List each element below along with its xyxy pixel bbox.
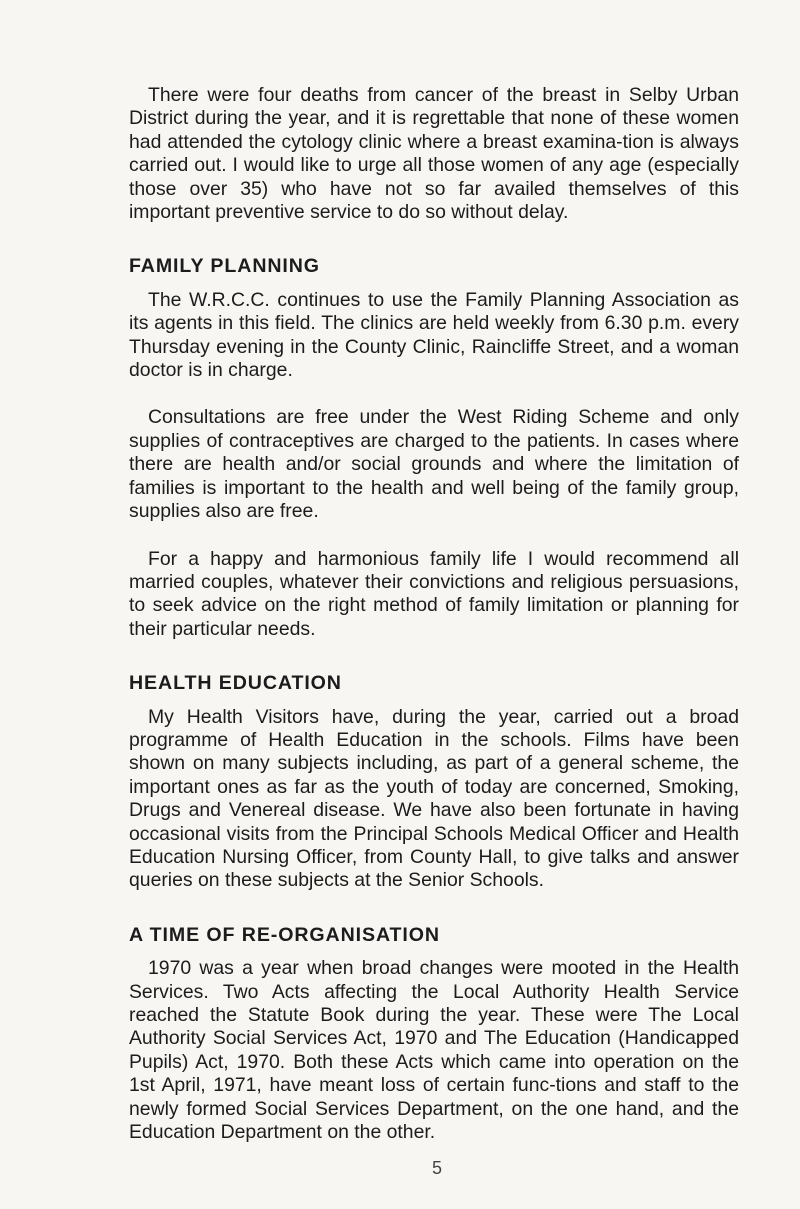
document-page <box>129 84 739 1144</box>
page-number: 5 <box>431 1158 442 1178</box>
family-planning-paragraph-1: The W.R.C.C. continues to use the Family Planning Association as its agents in this field. The clinics are held weekly from 6.30 p.m. every Thursday evening in the County Clinic, Raincliffe Street, and a woman doctor is in charge. <box>129 288 739 382</box>
family-planning-heading: FAMILY PLANNING <box>129 255 320 278</box>
health-education-paragraph: My Health Visitors have, during the year, carried out a broad programme of Health Education in the schools. Films have been shown on many subjects including, as part of a general scheme, the important ones as far as the youth of today are concerned, Smoking, Drugs and Venereal disease. We have also been fortunate in having occasional visits from the Principal Schools Medical Officer and Health Education Nursing Officer, from County Hall, to give talks and answer queries on these subjects at the Senior Schools. <box>129 705 739 892</box>
intro-paragraph: There were four deaths from cancer of the breast in Selby Urban District during the year, and it is regrettable that none of these women had attended the cytology clinic where a breast examina-tion is always carried out. I would like to urge all those women of any age (especially those over 35) who have not so far availed themselves of this important preventive service to do so without delay. <box>129 84 739 224</box>
family-planning-paragraph-2: Consultations are free under the West Riding Scheme and only supplies of contraceptives are charged to the patients. In cases where there are health and/or social grounds and where the limitation of families is important to the health and well being of the family group, supplies also are free. <box>129 406 739 523</box>
reorganisation-heading: A TIME OF RE-ORGANISATION <box>129 923 440 946</box>
family-planning-paragraph-3: For a happy and harmonious family life I would recommend all married couples, whatever their convictions and religious persuasions, to seek advice on the right method of family limitation or planning for their particular needs. <box>129 547 739 640</box>
health-education-heading: HEALTH EDUCATION <box>129 672 342 695</box>
reorganisation-paragraph: 1970 was a year when broad changes were mooted in the Health Services. Two Acts affecting the Local Authority Health Service reached the Statute Book during the year. These were The Local Authority Social Services Act, 1970 and The Education (Handicapped Pupils) Act, 1970. Both these Acts which came into operation on the 1st April, 1971, have meant loss of certain func-tions and staff to the newly formed Social Services Department, on the one hand, and the Education Department on the other. <box>129 957 739 1144</box>
